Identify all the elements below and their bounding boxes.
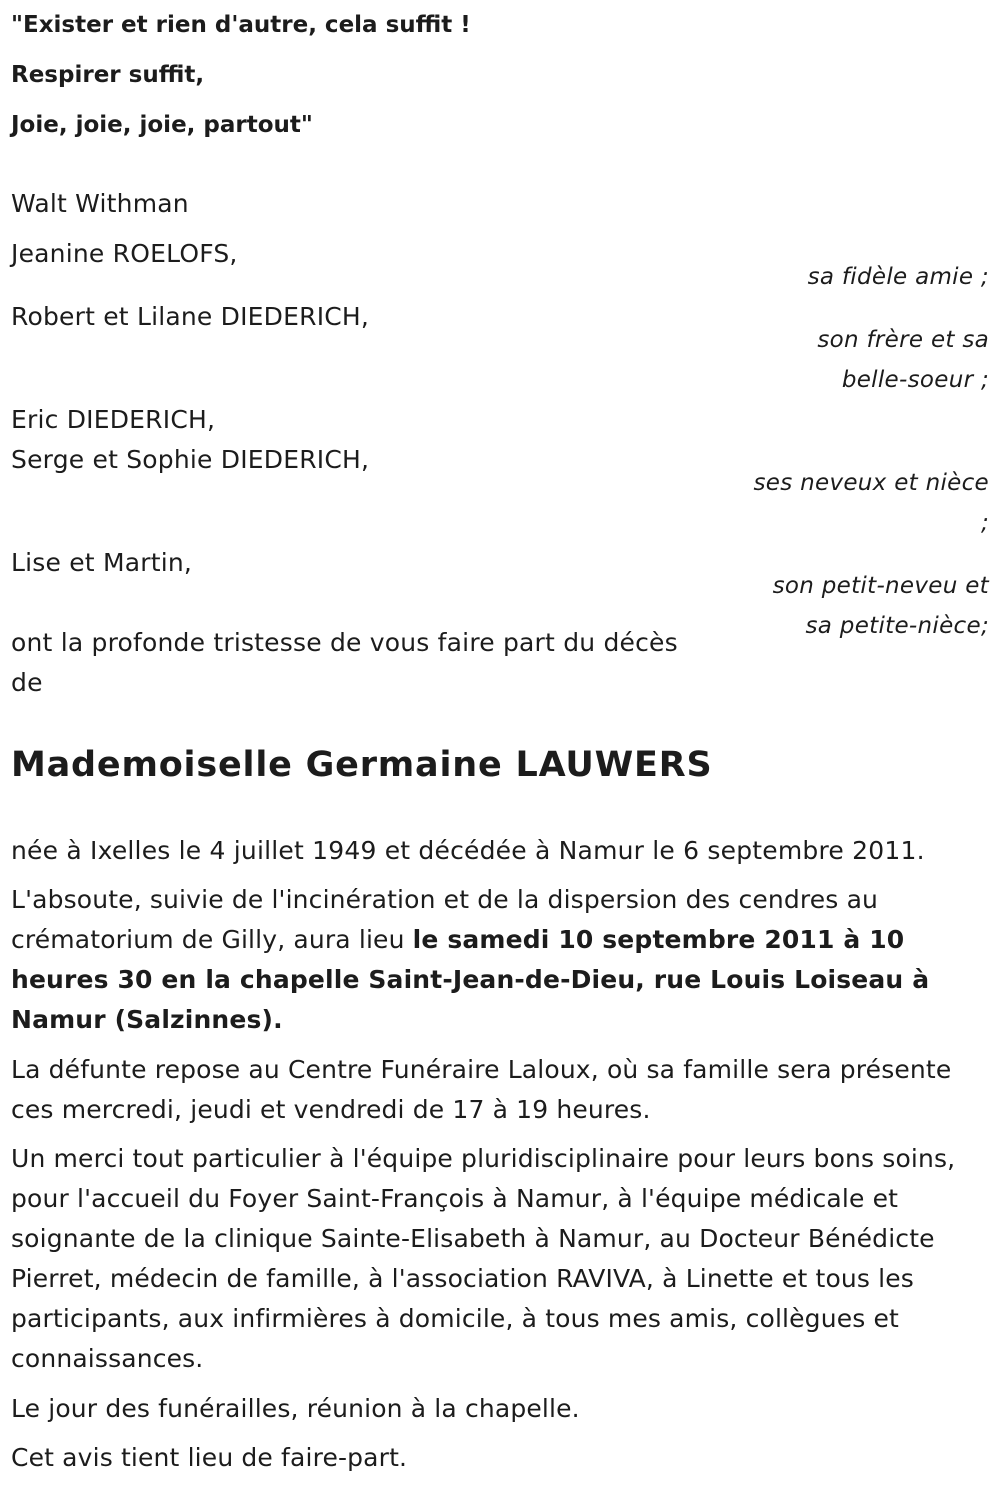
family-relation-friend: sa fidèle amie ; [807,264,989,290]
family-name-eric: Eric DIEDERICH, [11,405,216,434]
family-name-lise-martin: Lise et Martin, [11,548,193,577]
deceased-name: Mademoiselle Germaine LAUWERS [11,745,713,785]
ceremony-intro: L'absoute, suivie de l'incinération et de la dispersion des cendres au crématorium de Gilly, aura lieu [11,885,879,954]
family-relation-nephews-line-2: ; [980,510,989,536]
epigraph-line-3: Joie, joie, joie, partout" [11,112,313,138]
family-name-jeanine: Jeanine ROELOFS, [11,239,238,268]
deceased-dates: née à Ixelles le 4 juillet 1949 et décédée à Namur le 6 septembre 2011. [11,836,925,865]
thanks-paragraph: Un merci tout particulier à l'équipe pluridisciplinaire pour leurs bons soins, pour l'accueil du Foyer Saint-François à Namur, à l'équipe médicale et soignante de la clinique Sainte-Elisabeth à Namur, au Docteur Bénédicte Pierret, médecin de famille, à l'association RAVIVA, à Linette et tous les participants, aux infirmières à domicile, à tous mes amis, collègues et connaissances. [11,1144,956,1373]
epigraph-author: Walt Withman [11,189,189,218]
closing-paragraph: Cet avis tient lieu de faire-part. [11,1443,408,1472]
ceremony-details: le samedi 10 septembre 2011 à 10 heures 30 en la chapelle Saint-Jean-de-Dieu, rue Louis Loiseau à Namur (Salzinnes). [11,925,930,1034]
meeting-paragraph: Le jour des funérailles, réunion à la chapelle. [11,1394,580,1423]
family-name-robert-lilane: Robert et Lilane DIEDERICH, [11,302,370,331]
family-relation-grandnephew-line-1: son petit-neveu et [772,573,989,599]
family-relation-brother-line-1: son frère et sa [817,327,989,353]
ceremony-paragraph [11,880,996,1040]
announcement-line-2: de [11,668,43,697]
epigraph-line-1: "Exister et rien d'autre, cela suffit ! [11,12,471,38]
visitation-paragraph: La défunte repose au Centre Funéraire Laloux, où sa famille sera présente ces mercredi, jeudi et vendredi de 17 à 19 heures. [11,1055,952,1124]
family-name-serge-sophie: Serge et Sophie DIEDERICH, [11,445,370,474]
announcement-line-1: ont la profonde tristesse de vous faire part du décès [11,628,678,657]
family-relation-grandnephew-line-2: sa petite-nièce; [805,613,989,639]
epigraph-line-2: Respirer suffit, [11,62,205,88]
family-relation-brother-line-2: belle-soeur ; [841,367,989,393]
family-relation-nephews-line-1: ses neveux et nièce [753,470,989,496]
